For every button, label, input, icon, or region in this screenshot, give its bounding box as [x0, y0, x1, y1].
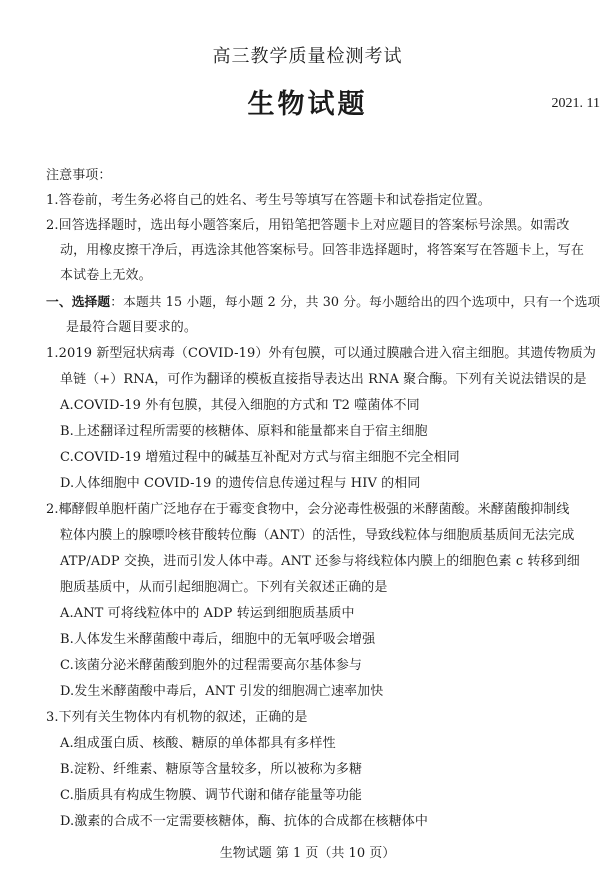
- notice-item-1: 1.答卷前，考生务必将自己的姓名、考生号等填写在答题卡和试卷指定位置。: [46, 193, 491, 208]
- notice-item-2-line-1: 2.回答选择题时，选出每小题答案后，用铅笔把答题卡上对应题目的答案标号涂黑。如需改: [46, 218, 570, 233]
- q3-stem: 3.下列有关生物体内有机物的叙述，正确的是: [46, 710, 308, 725]
- q1-stem-line-1: 1.2019 新型冠状病毒（COVID-19）外有包膜，可以通过膜融合进入宿主细胞。其遗传物质为: [46, 346, 596, 361]
- section-1-label: 一、选择题: [46, 295, 111, 310]
- notice-item-2-line-2: 动，用橡皮擦干净后，再选涂其他答案标号。回答非选择题时，将答案写在答题卡上，写在: [60, 243, 585, 258]
- section-1-desc: ：本题共 15 小题，每小题 2 分，共 30 分。每小题给出的四个选项中，只有一个选项: [110, 295, 601, 310]
- q2-option-a: A.ANT 可将线粒体中的 ADP 转运到细胞质基质中: [60, 606, 355, 621]
- q3-option-d: D.激素的合成不一定需要核糖体，酶、抗体的合成都在核糖体中: [60, 814, 428, 829]
- q3-option-b: B.淀粉、纤维素、糖原等含量较多，所以被称为多糖: [60, 762, 363, 777]
- q3-option-c: C.脂质具有构成生物膜、调节代谢和储存能量等功能: [60, 788, 363, 803]
- q2-stem-line-3: ATP/ADP 交换，进而引发人体中毒。ANT 还参与将线粒体内膜上的细胞色素 c 转移到细: [60, 554, 580, 569]
- exam-title: 高三教学质量检测考试: [212, 46, 403, 67]
- q1-option-d: D.人体细胞中 COVID-19 的遗传信息传递过程与 HIV 的相同: [60, 476, 421, 491]
- notice-item-2-line-3: 本试卷上无效。: [60, 268, 152, 283]
- q1-stem-line-2: 单链（+）RNA，可作为翻译的模板直接指导表达出 RNA 聚合酶。下列有关说法错误的是: [60, 372, 587, 387]
- page-footer: 生物试题 第 1 页（共 10 页）: [219, 846, 396, 861]
- q2-stem-line-4: 胞质基质中，从而引起细胞凋亡。下列有关叙述正确的是: [60, 580, 388, 595]
- q3-option-a: A.组成蛋白质、核酸、糖原的单体都具有多样性: [60, 736, 336, 751]
- section-1-intro-line-2: 是最符合题目要求的。: [66, 320, 198, 335]
- q1-option-a: A.COVID-19 外有包膜，其侵入细胞的方式和 T2 噬菌体不同: [60, 398, 420, 413]
- q1-option-c: C.COVID-19 增殖过程中的碱基互补配对方式与宿主细胞不完全相同: [60, 450, 460, 465]
- q2-stem-line-2: 粒体内膜上的腺嘌呤核苷酸转位酶（ANT）的活性，导致线粒体与细胞质基质间无法完成: [60, 528, 575, 543]
- q2-option-d: D.发生米酵菌酸中毒后，ANT 引发的细胞凋亡速率加快: [60, 684, 384, 699]
- q2-stem-line-1: 2.椰酵假单胞杆菌广泛地存在于霉变食物中，会分泌毒性极强的米酵菌酸。米酵菌酸抑制线: [46, 502, 570, 517]
- exam-date: 2021. 11: [551, 96, 600, 111]
- q2-option-b: B.人体发生米酵菌酸中毒后，细胞中的无氧呼吸会增强: [60, 632, 376, 647]
- section-1-intro-line-1: [46, 291, 600, 310]
- subject-title: 生物试题: [247, 89, 368, 120]
- notice-heading: 注意事项：: [46, 168, 112, 183]
- q2-option-c: C.该菌分泌米酵菌酸到胞外的过程需要高尔基体参与: [60, 658, 363, 673]
- q1-option-b: B.上述翻译过程所需要的核糖体、原料和能量都来自于宿主细胞: [60, 424, 428, 439]
